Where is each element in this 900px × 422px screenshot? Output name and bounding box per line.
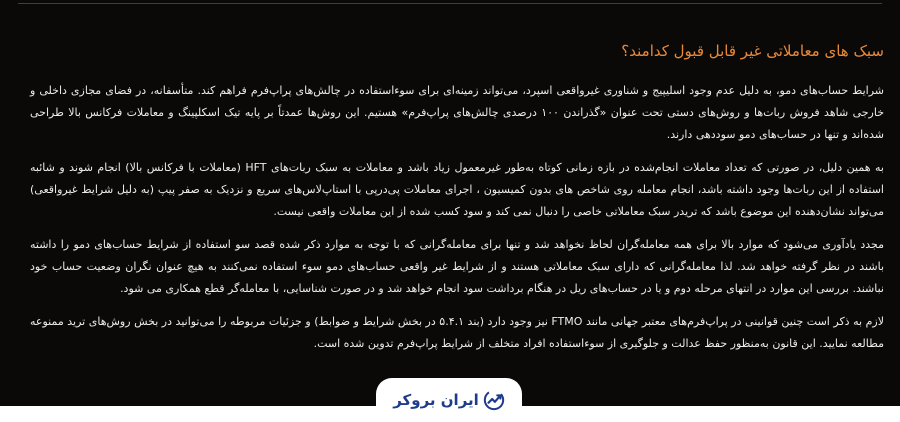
- paragraph-3: مجدد یادآوری می‌شود که موارد بالا برای همه معامله‌گران لحاظ نخواهد شد و تنها برای معامله‌گرانی که با توجه به موارد ذکر شده قصد سو استفاده از شرایط حساب‌های دمو را داشته باشند در نظر گرفته خواهد شد. لذا معامله‌گرانی که دارای سبک معاملاتی هستند و از شرایط غیر واقعی حساب‌های دمو سوء استفاده نمی‌کنند به هیچ عنوان نگران وضعیت حساب خود نباشند. بررسی این موارد در انتهای مرحله دوم و یا در حساب‌های ریل در هنگام برداشت سود انجام خواهد شد و در صورت شناسایی، با معامله‌گر قطع همکاری می شود.: [30, 238, 884, 295]
- section-heading: سبک های معاملاتی غیر قابل قبول کدامند؟: [621, 42, 884, 60]
- site-logo[interactable]: [376, 378, 522, 422]
- paragraph-1: شرایط حساب‌های دمو، به دلیل عدم وجود اسلیپیج و شناوری غیرواقعی اسپرد، می‌تواند زمینه‌ای برای سوءاستفاده در چالش‌های پراپ‌فرم فراهم کند. متأسفانه، در فضای مجازی داخلی و خارجی شاهد فروش ربات‌ها و روش‌های دستی تحت عنوان «گذراندن ۱۰۰ درصدی چالش‌های پراپ‌فرم» هستیم. این روش‌ها عمدتاً بر پایه تیک اسکلپینگ و معاملات فرکانس بالا طراحی شده‌اند و تنها در حساب‌های دمو سوددهی دارند.: [30, 84, 884, 141]
- chart-check-icon: [483, 389, 505, 411]
- article-section: [30, 36, 884, 366]
- paragraph-4: لازم به ذکر است چنین قوانینی در پراپ‌فرم‌های معتبر جهانی مانند FTMO نیز وجود دارد (بند ۵.۴.۱ در بخش شرایط و ضوابط) و جزئیات مربوطه را می‌توانید در بخش روش‌های ترید ممنوعه مطالعه نمایید. این قانون به‌منظور حفظ عدالت و جلوگیری از سوءاستفاده افراد متخلف از شرایط پراپ‌فرم تدوین شده است.: [30, 315, 884, 350]
- top-divider: [18, 3, 882, 4]
- logo-text: ایران بروکر: [393, 391, 479, 409]
- paragraph-2: به همین دلیل، در صورتی که تعداد معاملات انجام‌شده در بازه زمانی کوتاه به‌طور غیرمعمول زیاد باشد و معاملات به سبک ربات‌های HFT (معاملات با فرکانس بالا) انجام شوند و شائبه استفاده از این ربات‌ها وجود داشته باشد، انجام معامله روی شاخص های بدون کمیسیون ، اجرای معاملات پی‌درپی با استاپ‌لاس‌های سریع و نزدیک به صفر پیپ (به دلیل شرایط غیرواقعی) می‌تواند نشان‌دهنده این موضوع باشد که تریدر سبک معاملاتی خاصی را دنبال نمی کند و سود کسب شده از این معاملات واقعی نیست.: [30, 161, 884, 218]
